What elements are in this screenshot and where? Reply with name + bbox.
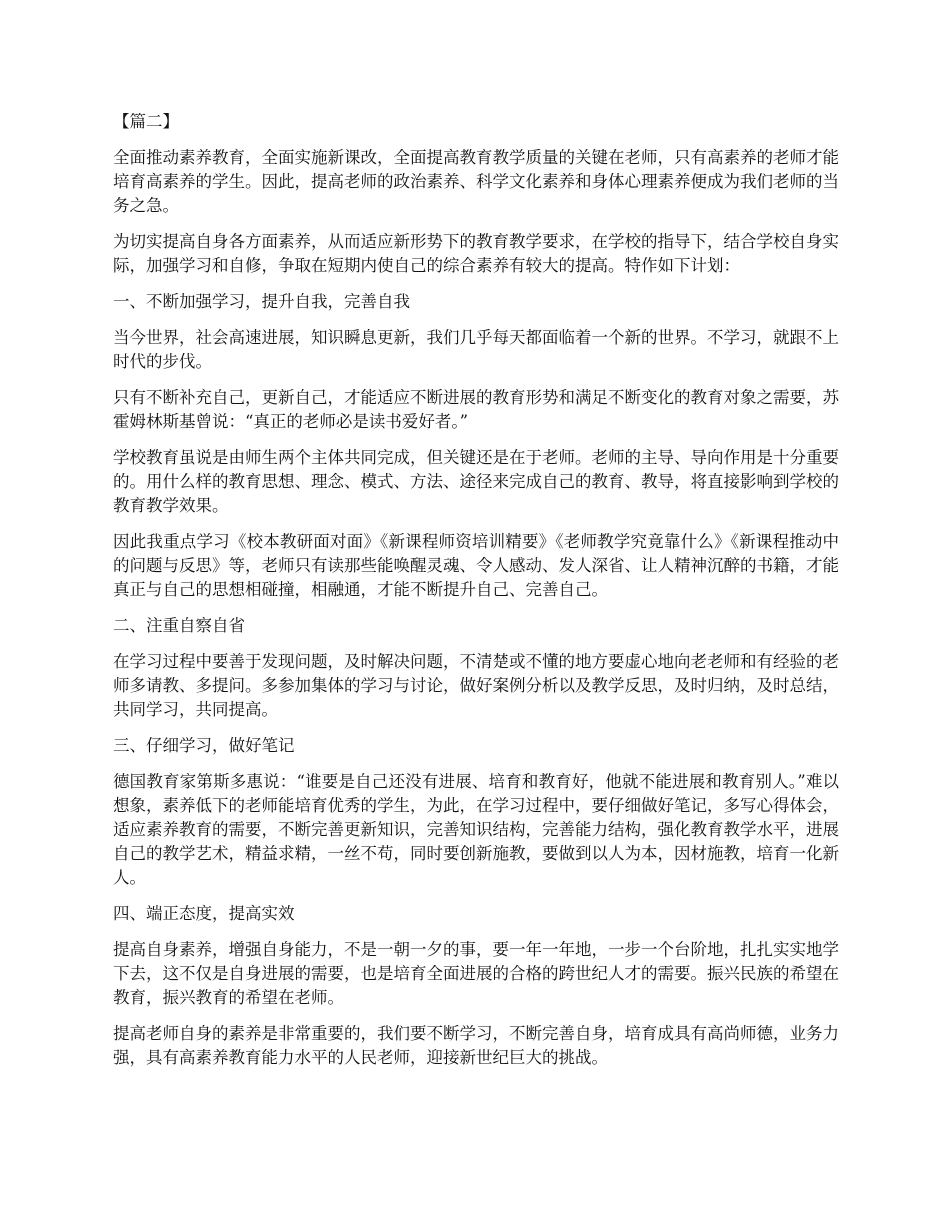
- paragraph-plan: 为切实提高自身各方面素养，从而适应新形势下的教育教学要求，在学校的指导下，结合学校自身实际，加强学习和自修，争取在短期内使自己的综合素养有较大的提高。特作如下计划：: [113, 232, 839, 275]
- paragraph: 提高老师自身的素养是非常重要的，我们要不断学习，不断完善自身，培育成具有高尚师德，业务力强，具有高素养教育能力水平的人民老师，迎接新世纪巨大的挑战。: [113, 1024, 839, 1067]
- section-heading-4: 四、端正态度，提高实效: [113, 904, 295, 923]
- section-heading-1: 一、不断加强学习，提升自我，完善自我: [113, 292, 410, 311]
- document-body: [113, 110, 839, 1082]
- section-heading-3: 三、仔细学习，做好笔记: [113, 736, 295, 755]
- paragraph: 提高自身素养，增强自身能力，不是一朝一夕的事，要一年一年地，一步一个台阶地，扎扎实实地学下去，这不仅是自身进展的需要，也是培育全面进展的合格的跨世纪人才的需要。振兴民族的希望在教育，振兴教育的希望在老师。: [113, 940, 839, 1007]
- paragraph: 学校教育虽说是由师生两个主体共同完成，但关键还是在于老师。老师的主导、导向作用是十分重要的。用什么样的教育思想、理念、模式、方法、途径来完成自己的教育、教导，将直接影响到学校的教育教学效果。: [113, 448, 839, 515]
- paragraph: 在学习过程中要善于发现问题，及时解决问题，不清楚或不懂的地方要虚心地向老老师和有经验的老师多请教、多提问。多参加集体的学习与讨论，做好案例分析以及教学反思，及时归纳，及时总结，共同学习，共同提高。: [113, 652, 839, 719]
- section-heading-2: 二、注重自察自省: [113, 616, 245, 635]
- paragraph: 因此我重点学习《校本教研面对面》《新课程师资培训精要》《老师教学究竟靠什么》《新课程推动中的问题与反思》等，老师只有读那些能唤醒灵魂、令人感动、发人深省、让人精神沉醉的书籍，才能真正与自己的思想相碰撞，相融通，才能不断提升自己、完善自己。: [113, 532, 839, 599]
- paragraph: 只有不断补充自己，更新自己，才能适应不断进展的教育形势和满足不断变化的教育对象之需要，苏霍姆林斯基曾说：“真正的老师必是读书爱好者。”: [113, 388, 839, 431]
- paragraph: 当今世界，社会高速进展，知识瞬息更新，我们几乎每天都面临着一个新的世界。不学习，就跟不上时代的步伐。: [113, 328, 839, 371]
- document-title: 【篇二】: [113, 112, 179, 131]
- paragraph: 德国教育家第斯多惠说：“谁要是自己还没有进展、培育和教育好，他就不能进展和教育别人。”难以想象，素养低下的老师能培育优秀的学生，为此，在学习过程中，要仔细做好笔记，多写心得体会，适应素养教育的需要，不断完善更新知识，完善知识结构，完善能力结构，强化教育教学水平，进展自己的教学艺术，精益求精，一丝不苟，同时要创新施教，要做到以人为本，因材施教，培育一化新人。: [113, 772, 839, 887]
- paragraph-intro: 全面推动素养教育，全面实施新课改，全面提高教育教学质量的关键在老师，只有高素养的老师才能培育高素养的学生。因此，提高老师的政治素养、科学文化素养和身体心理素养便成为我们老师的当务之急。: [113, 148, 839, 215]
